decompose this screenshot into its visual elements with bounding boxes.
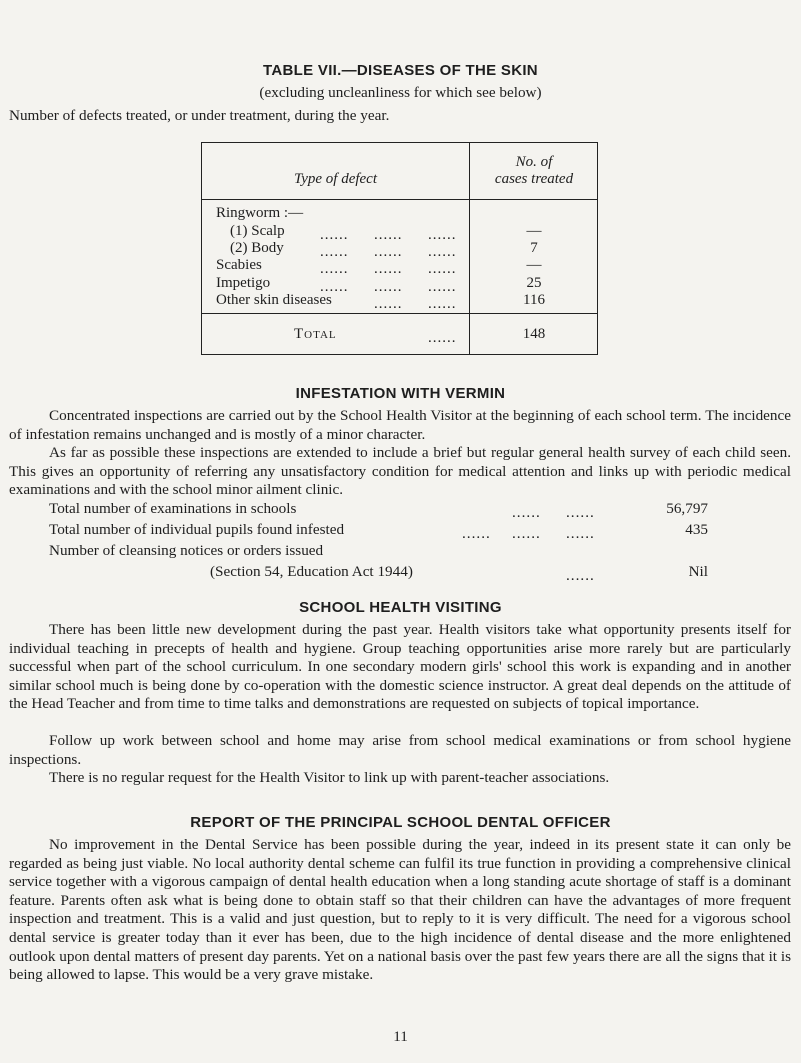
leader-dots: ......: [374, 261, 403, 277]
leader-dots: ......: [320, 227, 349, 243]
stat-label: (Section 54, Education Act 1944): [210, 563, 413, 580]
table-heading: TABLE VII.—DISEASES OF THE SKIN: [263, 62, 538, 79]
row-value: 7: [530, 240, 538, 256]
row-value: 25: [526, 275, 542, 291]
stat-label: Total number of individual pupils found infested: [49, 521, 345, 538]
paragraph-text: No improvement in the Dental Service has been possible during the year, indeed in its present state it can only be regarded as being just viable. No local authority dental scheme can fulfil its true function in providing a comprehensive clinical service together with a vigorous campaign of dental health education when a long standing acute shortage of staff is a dominant feature. Parents often ask what is being done to obtain staff so that their children can have the advantages of more frequent inspection and treatment. This is a valid and just question, but to reply to it is very difficult. The need for a vigorous school dental service is greater today than it ever has been, due to the high incidence of dental disease and the more enlightened outlook upon dental matters of present day parents. Yet on a national basis over the past few years there are all the signs that it is being allowed to lapse. This would be a very grave mistake.: [9, 836, 791, 984]
stat-value: 56,797: [666, 500, 708, 517]
paragraph-text: There is no regular request for the Health Visitor to link up with parent-teacher associations.: [49, 769, 610, 786]
leader-dots: ......: [428, 279, 457, 295]
col-header-type: Type of defect: [293, 171, 378, 187]
stat-label: Number of cleansing notices or orders issued: [49, 542, 324, 559]
col-header-cases-1: No. of: [515, 154, 553, 170]
table-intro: Number of defects treated, or under treatment, during the year.: [9, 107, 390, 124]
row-label: Ringworm :—: [216, 205, 304, 221]
paragraph: [9, 621, 791, 714]
paragraph-text: Concentrated inspections are carried out by the School Health Visitor at the beginning of each school term. The incidence of infestation remains unchanged and is mostly of a minor character.: [9, 407, 791, 443]
leader-dots: ......: [374, 279, 403, 295]
skin-diseases-table: [201, 142, 598, 355]
leader-dots: ......: [512, 504, 541, 521]
paragraph-text: Follow up work between school and home may arise from school medical examinations or from school hygiene inspections.: [9, 732, 791, 768]
stat-label: Total number of examinations in schools: [49, 500, 297, 517]
row-label: Scabies: [216, 257, 262, 273]
row-value: 116: [523, 292, 545, 308]
stat-value: 435: [685, 521, 708, 538]
leader-dots: ......: [428, 244, 457, 260]
leader-dots: ......: [428, 296, 457, 312]
row-label: (2) Body: [230, 240, 284, 256]
leader-dots: ......: [428, 330, 457, 346]
total-label: Total: [294, 326, 337, 342]
heading-dental-officer: REPORT OF THE PRINCIPAL SCHOOL DENTAL OFFICER: [190, 814, 611, 831]
col-header-cases-2: cases treated: [494, 171, 574, 187]
paragraph: [9, 444, 791, 500]
stat-value: Nil: [688, 563, 708, 580]
paragraph: [9, 732, 791, 769]
leader-dots: ......: [462, 525, 491, 542]
paragraph-text: As far as possible these inspections are extended to include a brief but regular general health survey of each child seen. This gives an opportunity of referring any unsatisfactory condition for medical attention and links up with periodic medical examinations and with the school minor ailment clinic.: [9, 444, 791, 499]
row-value: —: [526, 223, 542, 239]
page-number: 11: [393, 1028, 408, 1045]
leader-dots: ......: [566, 504, 595, 521]
row-value: —: [526, 257, 542, 273]
leader-dots: ......: [374, 296, 403, 312]
leader-dots: ......: [566, 567, 595, 584]
total-value: 148: [522, 326, 546, 342]
paragraph: [9, 407, 791, 444]
leader-dots: ......: [428, 227, 457, 243]
leader-dots: ......: [512, 525, 541, 542]
heading-infestation: INFESTATION WITH VERMIN: [295, 385, 506, 402]
leader-dots: ......: [320, 244, 349, 260]
paragraph: [9, 769, 791, 788]
leader-dots: ......: [320, 279, 349, 295]
leader-dots: ......: [320, 261, 349, 277]
leader-dots: ......: [374, 244, 403, 260]
row-label: Impetigo: [216, 275, 271, 291]
heading-school-health-visiting: SCHOOL HEALTH VISITING: [299, 599, 502, 616]
table-subheading: (excluding uncleanliness for which see below): [259, 84, 542, 101]
paragraph-text: There has been little new development during the past year. Health visitors take what opportunity presents itself for individual teaching in precepts of health and hygiene. Group teaching opportunities arise more rarely but are particularly successful when part of the school curriculum. In one secondary modern girls' school this work is expanding and in another similar school much is being done by co-operation with the domestic science instructor. A great deal depends on the attitude of the Head Teacher and from time to time talks and demonstrations are requested on subjects of topical importance.: [9, 621, 791, 713]
leader-dots: ......: [566, 525, 595, 542]
paragraph: [9, 836, 791, 985]
leader-dots: ......: [374, 227, 403, 243]
leader-dots: ......: [428, 261, 457, 277]
row-label: Other skin diseases: [216, 292, 332, 308]
row-label: (1) Scalp: [230, 223, 285, 239]
